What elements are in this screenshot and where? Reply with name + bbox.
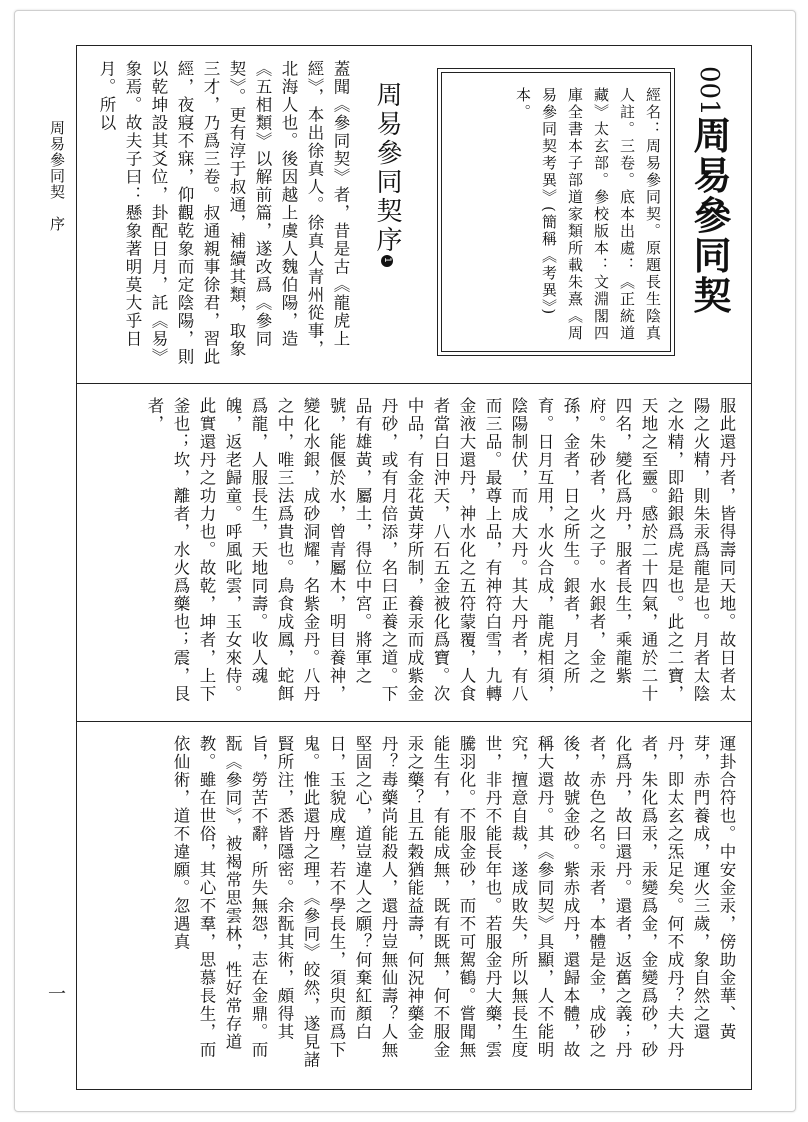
preface-title-text: 周易參同契序 bbox=[372, 81, 402, 255]
page-number: 一 bbox=[48, 984, 66, 1005]
running-head: 周易參同契 序 bbox=[48, 120, 66, 232]
body-text-region-2: 服此還丹者，皆得壽同天地。故日者太陽之火精，則朱汞爲龍是也。月者太陰之水精，即鉛銀爲虎是也。此之二寶，天地之至靈。感於二十四氣，通於二十四名，變化爲丹，服者長生，乘龍紫府。朱砂者，火之子。水銀者，金之孫，金者，日之所生。銀者，月之所育。日月互用，水火合成，龍虎相須，陰陽制伏，而成大丹。其大丹者，有八而三品。最尊上品，有神符白雪，九轉金液大還丹，神水化之五符蒙覆，人食者當白日沖天，八石五金被化爲寶。次中品，有金花黃芽所制，養汞而成紫金丹砂，或有月倍添，名曰正養之道。下品有雄黃，屬土，得位中宮。將軍之號，能偃於水，曾青屬木，明目養神，變化水銀，成砂洞耀，名紫金丹。八丹之中，唯三法爲貴也。鳥食成鳳，蛇餌爲龍，人服長生，天地同壽。收人魂魄，返老歸童。呼風叱雲，玉女來侍。此實還丹之功力也。故乾，坤者，上下釜也；坎，離者，水火爲藥也；震，艮者， bbox=[145, 397, 736, 703]
note-marker-icon: 1 bbox=[382, 256, 392, 266]
entry-title-text: 周易參同契 bbox=[687, 115, 732, 316]
section-divider bbox=[77, 721, 751, 722]
body-text-region-1: 蓋聞《參同契》者，昔是古《龍虎上經》，本出徐真人。徐真人青州從事，北海人也。後因越上虞人魏伯陽，造《五相類》以解前篇，遂改爲《參同契》。更有淳于叔通，補續其類，取象三才，乃爲三卷。叔通親事徐君，習此經，夜寢不寐，仰觀乾象而定陰陽，則以乾坤設其爻位，卦配日月，託《易》象焉。故夫子曰：懸象著明莫大乎日月。所以 bbox=[97, 60, 350, 366]
section-divider bbox=[77, 383, 751, 384]
entry-number: 001 bbox=[694, 66, 724, 116]
body-text-region-3: 運卦合符也。中安金汞，傍助金華、黃芽，赤門養成，運火三歲，象自然之還丹，即太玄之炁足矣。何不成丹？夫大丹者，朱化爲汞，汞變爲金，金變爲砂，砂化爲丹，故曰還丹。還者，返舊之義；丹者，赤色之名。汞者，本體是金，成砂之後，故號金砂。紫赤成丹，還歸本體，故稱大還丹。其《參同契》具顯，人不能明究，擅意自裁，遂成敗失，所以無長生度世，非丹不能長年也。若服金丹大藥，雲騰羽化。不服金砂，而不可駕鶴。嘗聞無能生有，有能成無，既有既無，何不服金汞之藥？且五穀猶能益壽，何況神藥金丹？毒藥尚能殺人，還丹豈無仙壽？人無堅固之心，道豈違人之願？何棄紅顏白日，玉貌成塵，若不學長生，須臾而爲下鬼。惟此還丹之理，《參同》皎然，遂見諸賢所注，悉皆隱密。余翫其術，頗得其旨，勞苦不辭，所失無怨，志在金鼎。而翫《參同》，被褐常思雲林，性好常存道教。雖在世俗，其心不羣，思慕長生，而依仙術，道不違願。忽遇真 bbox=[171, 735, 736, 1069]
entry-title bbox=[679, 66, 739, 346]
preface-title bbox=[367, 81, 407, 351]
metadata-text: 經名：周易參同契。原題長生陰真人註。三卷。底本出處：《正統道藏》太玄部。參校版本：文淵閣四庫全書本子部道家類所載朱熹《周易參同契考異》(簡稱《考異》)本。 bbox=[514, 87, 662, 342]
metadata-box bbox=[437, 68, 675, 356]
content-box bbox=[76, 45, 752, 1090]
